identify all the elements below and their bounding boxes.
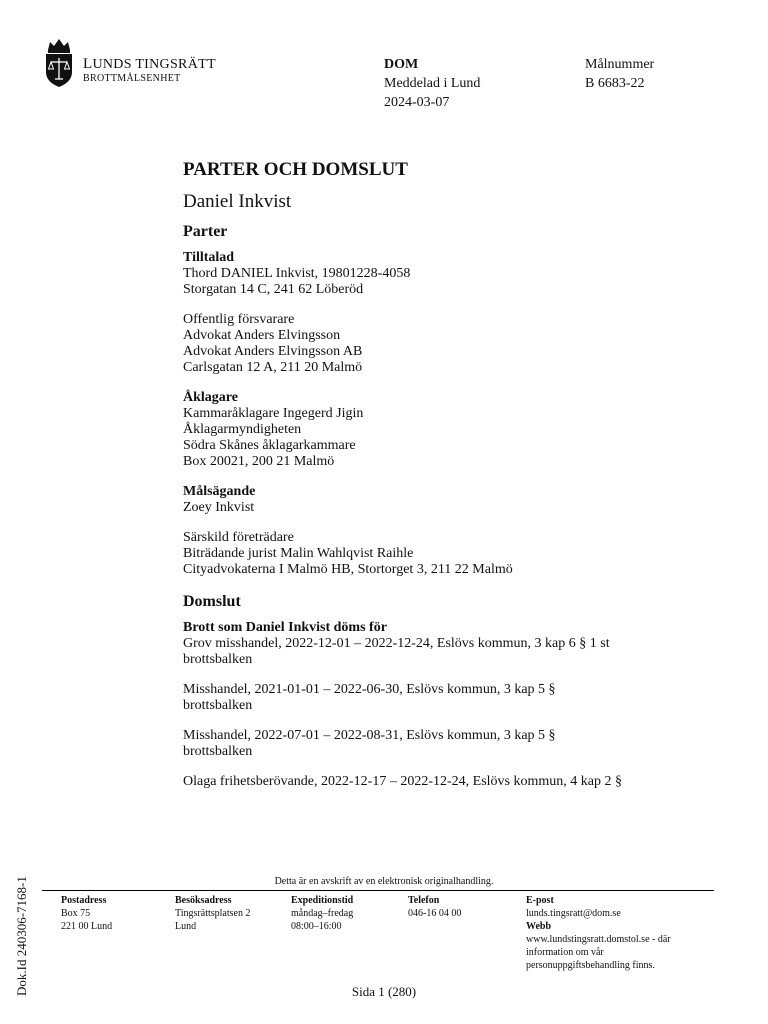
footer-divider <box>42 890 714 891</box>
crime-line: brottsbalken <box>183 652 253 667</box>
page-number: Sida 1 (280) <box>351 984 417 999</box>
crime-line: brottsbalken <box>183 698 253 713</box>
court-name-rest: UNDS TINGSRÄTT <box>92 57 216 72</box>
email-address: lunds.tingsratt@dom.se <box>526 908 621 919</box>
visit-line: Lund <box>175 921 197 932</box>
postal-label: Postadress <box>61 895 107 906</box>
representative-line: Biträdande jurist Malin Wahlqvist Raihle <box>183 546 414 561</box>
copy-note: Detta är en avskrift av en elektronisk originalhandling. <box>274 876 494 887</box>
court-emblem-icon <box>42 36 76 88</box>
plaintiff-label: Målsägande <box>183 484 256 499</box>
web-label: Webb <box>526 921 552 932</box>
prosecutor-line: Åklagarmyndigheten <box>183 422 302 437</box>
footer-contact <box>526 894 671 972</box>
court-unit: BROTTMÅLSENHET <box>83 73 181 84</box>
crime-item <box>183 682 723 714</box>
document-body <box>183 158 723 804</box>
hours-line: 08:00–16:00 <box>291 921 342 932</box>
accused-line: Thord DANIEL Inkvist, 19801228-4058 <box>183 266 411 281</box>
crime-item <box>183 636 723 668</box>
postal-line: 221 00 Lund <box>61 921 113 932</box>
web-line: personuppgiftsbehandling finns. <box>526 960 655 971</box>
prosecutor-label: Åklagare <box>183 390 238 405</box>
defender-line: Offentlig försvarare <box>183 312 295 327</box>
document-type: DOM <box>384 57 419 72</box>
plaintiff-line: Zoey Inkvist <box>183 500 255 515</box>
prosecutor-line: Södra Skånes åklagarkammare <box>183 438 356 453</box>
representative-section <box>183 530 723 578</box>
crime-item <box>183 728 723 760</box>
phone-number: 046-16 04 00 <box>408 908 462 919</box>
announced-place: Meddelad i Lund <box>384 76 481 91</box>
footer-visit <box>175 894 250 933</box>
crime-line: Misshandel, 2021-01-01 – 2022-06-30, Eslövs kommun, 3 kap 5 § <box>183 682 556 697</box>
hours-label: Expeditionstid <box>291 895 354 906</box>
document-header <box>384 55 480 112</box>
defendant-name-heading: Daniel Inkvist <box>183 191 292 212</box>
representative-line: Cityadvokaterna I Malmö HB, Stortorget 3, 211 22 Malmö <box>183 562 513 577</box>
footer-postal <box>61 894 112 933</box>
defender-line: Advokat Anders Elvingsson AB <box>183 344 363 359</box>
hours-line: måndag–fredag <box>291 908 354 919</box>
parties-heading: Parter <box>183 223 228 240</box>
footer-hours <box>291 894 353 933</box>
plaintiff-section <box>183 484 723 516</box>
visit-line: Tingsrättsplatsen 2 <box>175 908 251 919</box>
accused-line: Storgatan 14 C, 241 62 Löberöd <box>183 282 364 297</box>
defender-line: Advokat Anders Elvingsson <box>183 328 341 343</box>
accused-label: Tilltalad <box>183 250 235 265</box>
case-number: B 6683-22 <box>585 76 645 91</box>
prosecutor-section <box>183 390 723 470</box>
prosecutor-line: Kammaråklagare Ingegerd Jigin <box>183 406 364 421</box>
visit-label: Besöksadress <box>175 895 232 906</box>
crime-item <box>183 774 723 790</box>
document-date: 2024-03-07 <box>384 95 450 110</box>
court-name-initial: L <box>83 56 93 72</box>
postal-line: Box 75 <box>61 908 91 919</box>
prosecutor-line: Box 20021, 200 21 Malmö <box>183 454 335 469</box>
defender-section <box>183 312 723 376</box>
defender-line: Carlsgatan 12 A, 211 20 Malmö <box>183 360 363 375</box>
representative-line: Särskild företrädare <box>183 530 294 545</box>
footer-phone <box>408 894 461 920</box>
crime-line: Olaga frihetsberövande, 2022-12-17 – 2022-12-24, Eslövs kommun, 4 kap 2 § <box>183 774 622 789</box>
web-line: information om vår <box>526 947 604 958</box>
document-id: Dok.Id 240306-7168-1 <box>14 876 29 996</box>
crime-line: Grov misshandel, 2022-12-01 – 2022-12-24, Eslövs kommun, 3 kap 6 § 1 st <box>183 636 610 651</box>
web-line: www.lundstingsratt.domstol.se - där <box>526 934 671 945</box>
crime-line: Misshandel, 2022-07-01 – 2022-08-31, Eslövs kommun, 3 kap 5 § <box>183 728 556 743</box>
accused-section <box>183 250 723 298</box>
verdict-heading: Domslut <box>183 593 241 610</box>
crime-line: brottsbalken <box>183 744 253 759</box>
email-label: E-post <box>526 895 554 906</box>
case-number-block <box>585 55 654 93</box>
page-title: PARTER OCH DOMSLUT <box>183 159 408 180</box>
phone-label: Telefon <box>408 895 440 906</box>
case-number-label: Målnummer <box>585 57 655 72</box>
crimes-label: Brott som Daniel Inkvist döms för <box>183 620 387 635</box>
court-name <box>83 56 216 73</box>
